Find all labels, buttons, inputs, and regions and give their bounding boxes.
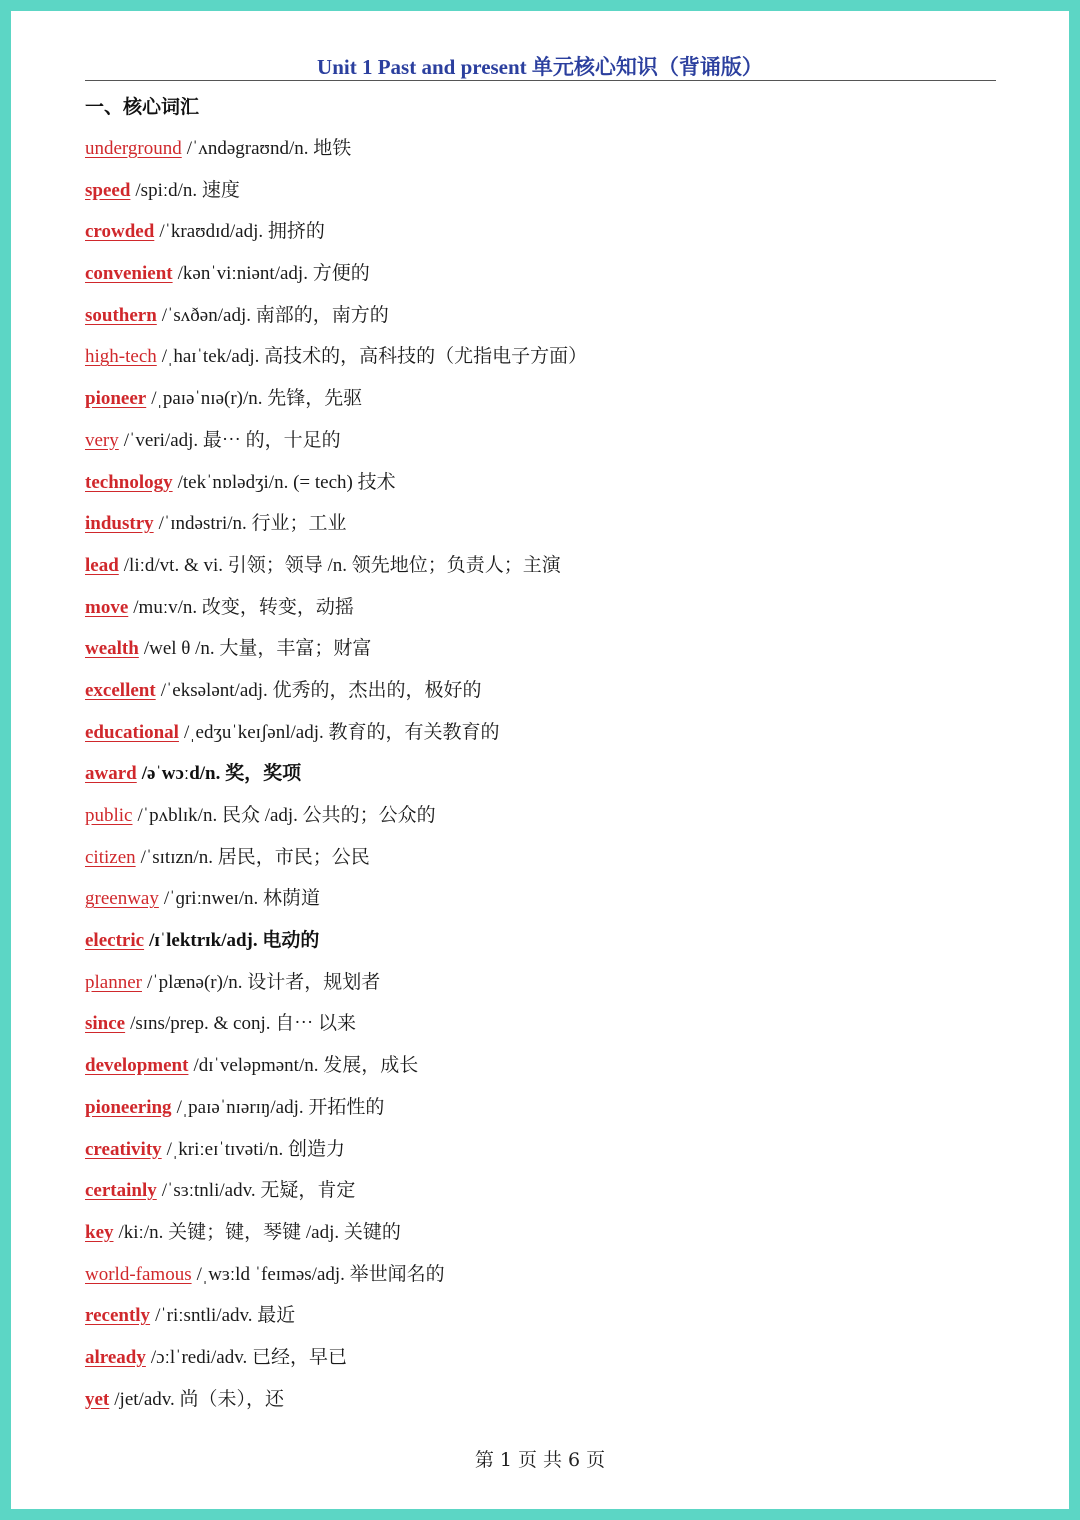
vocabulary-word-link[interactable]: very [85,429,119,451]
vocabulary-entry [85,336,587,378]
vocabulary-entry [85,253,587,295]
document-title: Unit 1 Past and present 单元核心知识（背诵版） [317,55,763,79]
vocabulary-definition: /tekˈnɒlədʒi/n. (= tech) 技术 [177,471,396,493]
vocabulary-word-link[interactable]: electric [85,930,145,952]
vocabulary-entry [85,170,587,212]
vocabulary-word-link[interactable]: crowded [85,221,155,243]
document-page [11,11,1069,1509]
vocabulary-word-link[interactable]: pioneering [85,1096,172,1118]
vocabulary-word-link[interactable]: development [85,1055,189,1077]
vocabulary-word-link[interactable]: greenway [85,888,159,910]
vocabulary-entry [85,545,587,587]
vocabulary-entry [85,1087,587,1129]
vocabulary-entry [85,670,587,712]
vocabulary-entry [85,587,587,629]
vocabulary-definition: /wel θ /n. 大量，丰富；财富 [143,638,372,660]
vocabulary-definition: /ˈsʌðən/adj. 南部的，南方的 [161,304,389,326]
vocabulary-word-link[interactable]: certainly [85,1180,157,1202]
title-divider [85,80,996,81]
vocabulary-entry [85,1254,587,1296]
vocabulary-definition: /ˌwɜːld ˈfeɪməs/adj. 举世闻名的 [196,1263,445,1285]
vocabulary-definition: /liːd/vt. & vi. 引领；领导 /n. 领先地位；负责人；主演 [123,554,561,576]
vocabulary-word-link[interactable]: high-tech [85,346,157,368]
vocabulary-word-link[interactable]: planner [85,971,142,993]
vocabulary-entry [85,1170,587,1212]
vocabulary-definition: /muːv/n. 改变，转变，动摇 [133,596,354,618]
vocabulary-definition: /dɪˈveləpmənt/n. 发展，成长 [193,1055,419,1077]
vocabulary-word-link[interactable]: key [85,1221,114,1243]
vocabulary-entry [85,462,587,504]
vocabulary-entry [85,420,587,462]
vocabulary-definition: /kənˈviːniənt/adj. 方便的 [177,263,370,285]
vocabulary-entry [85,628,587,670]
vocabulary-entry [85,503,587,545]
vocabulary-entry [85,837,587,879]
vocabulary-definition: /ɪˈlektrɪk/adj. 电动的 [149,930,320,952]
vocabulary-entry [85,1045,587,1087]
vocabulary-word-link[interactable]: citizen [85,846,136,868]
vocabulary-entry [85,753,587,795]
vocabulary-word-link[interactable]: excellent [85,679,156,701]
vocabulary-definition: /ˌpaɪəˈnɪərɪŋ/adj. 开拓性的 [176,1096,385,1118]
vocabulary-definition: /ˌkriːeɪˈtɪvəti/n. 创造力 [166,1138,346,1160]
vocabulary-definition: /əˈwɔːd/n. 奖，奖项 [141,763,302,785]
vocabulary-definition: /ˈɡriːnweɪ/n. 林荫道 [163,888,321,910]
vocabulary-definition: /jet/adv. 尚（未），还 [114,1388,285,1410]
vocabulary-entry [85,878,587,920]
vocabulary-definition: /ˌpaɪəˈnɪə(r)/n. 先锋，先驱 [151,388,363,410]
vocabulary-word-link[interactable]: industry [85,513,154,535]
vocabulary-word-link[interactable]: educational [85,721,179,743]
vocabulary-entry [85,1337,587,1379]
vocabulary-word-link[interactable]: pioneer [85,388,147,410]
vocabulary-definition: /ˈveri/adj. 最⋯ 的，十足的 [123,429,341,451]
vocabulary-word-link[interactable]: move [85,596,129,618]
page-footer: 第 1 页 共 6 页 [474,1449,606,1471]
vocabulary-entry [85,920,587,962]
vocabulary-definition: /ˈeksələnt/adj. 优秀的，杰出的，极好的 [160,679,482,701]
vocabulary-entry [85,1003,587,1045]
section-heading: 一、核心词汇 [85,96,200,118]
vocabulary-definition: /ɔːlˈredi/adv. 已经，早已 [150,1346,347,1368]
vocabulary-entry [85,128,587,170]
vocabulary-entry [85,1129,587,1171]
vocabulary-definition: /ˈɪndəstri/n. 行业；工业 [158,513,347,535]
vocabulary-word-link[interactable]: public [85,805,133,826]
vocabulary-word-link[interactable]: already [85,1346,146,1368]
vocabulary-word-link[interactable]: creativity [85,1138,162,1160]
vocabulary-word-link[interactable]: underground [85,138,182,159]
vocabulary-list [85,128,587,1420]
vocabulary-entry [85,295,587,337]
vocabulary-definition: /spiːd/n. 速度 [135,179,240,201]
vocabulary-word-link[interactable]: lead [85,554,119,576]
vocabulary-word-link[interactable]: world-famous [85,1263,192,1285]
vocabulary-word-link[interactable]: wealth [85,638,139,660]
vocabulary-word-link[interactable]: speed [85,179,131,201]
vocabulary-entry [85,795,587,837]
vocabulary-word-link[interactable]: yet [85,1388,110,1410]
vocabulary-definition: /ˌhaɪˈtek/adj. 高技术的，高科技的（尤指电子方面） [161,346,588,368]
vocabulary-entry [85,712,587,754]
vocabulary-entry [85,962,587,1004]
vocabulary-entry [85,211,587,253]
vocabulary-word-link[interactable]: technology [85,471,173,493]
vocabulary-definition: /ˈkraʊdɪd/adj. 拥挤的 [159,221,325,243]
vocabulary-word-link[interactable]: award [85,763,137,785]
vocabulary-definition: /ˌedʒuˈkeɪʃənl/adj. 教育的，有关教育的 [183,721,500,743]
vocabulary-definition: /ˈriːsntli/adv. 最近 [155,1305,296,1327]
vocabulary-entry [85,1379,587,1421]
vocabulary-word-link[interactable]: recently [85,1305,151,1327]
vocabulary-definition: /ˈsɪtɪzn/n. 居民，市民；公民 [140,846,370,868]
vocabulary-definition: /sɪns/prep. & conj. 自⋯ 以来 [130,1013,356,1035]
vocabulary-definition: /ˈpʌblɪk/n. 民众 /adj. 公共的；公众的 [137,805,436,826]
vocabulary-definition: /ˈʌndəgraʊnd/n. 地铁 [186,138,352,159]
vocabulary-word-link[interactable]: southern [85,304,157,326]
vocabulary-entry [85,1295,587,1337]
vocabulary-entry [85,378,587,420]
vocabulary-word-link[interactable]: convenient [85,263,173,285]
vocabulary-definition: /kiː/n. 关键；键，琴键 /adj. 关键的 [118,1221,401,1243]
vocabulary-definition: /ˈsɜːtnli/adv. 无疑，肯定 [161,1180,356,1202]
vocabulary-entry [85,1212,587,1254]
vocabulary-definition: /ˈplænə(r)/n. 设计者，规划者 [146,971,381,993]
vocabulary-word-link[interactable]: since [85,1013,126,1035]
